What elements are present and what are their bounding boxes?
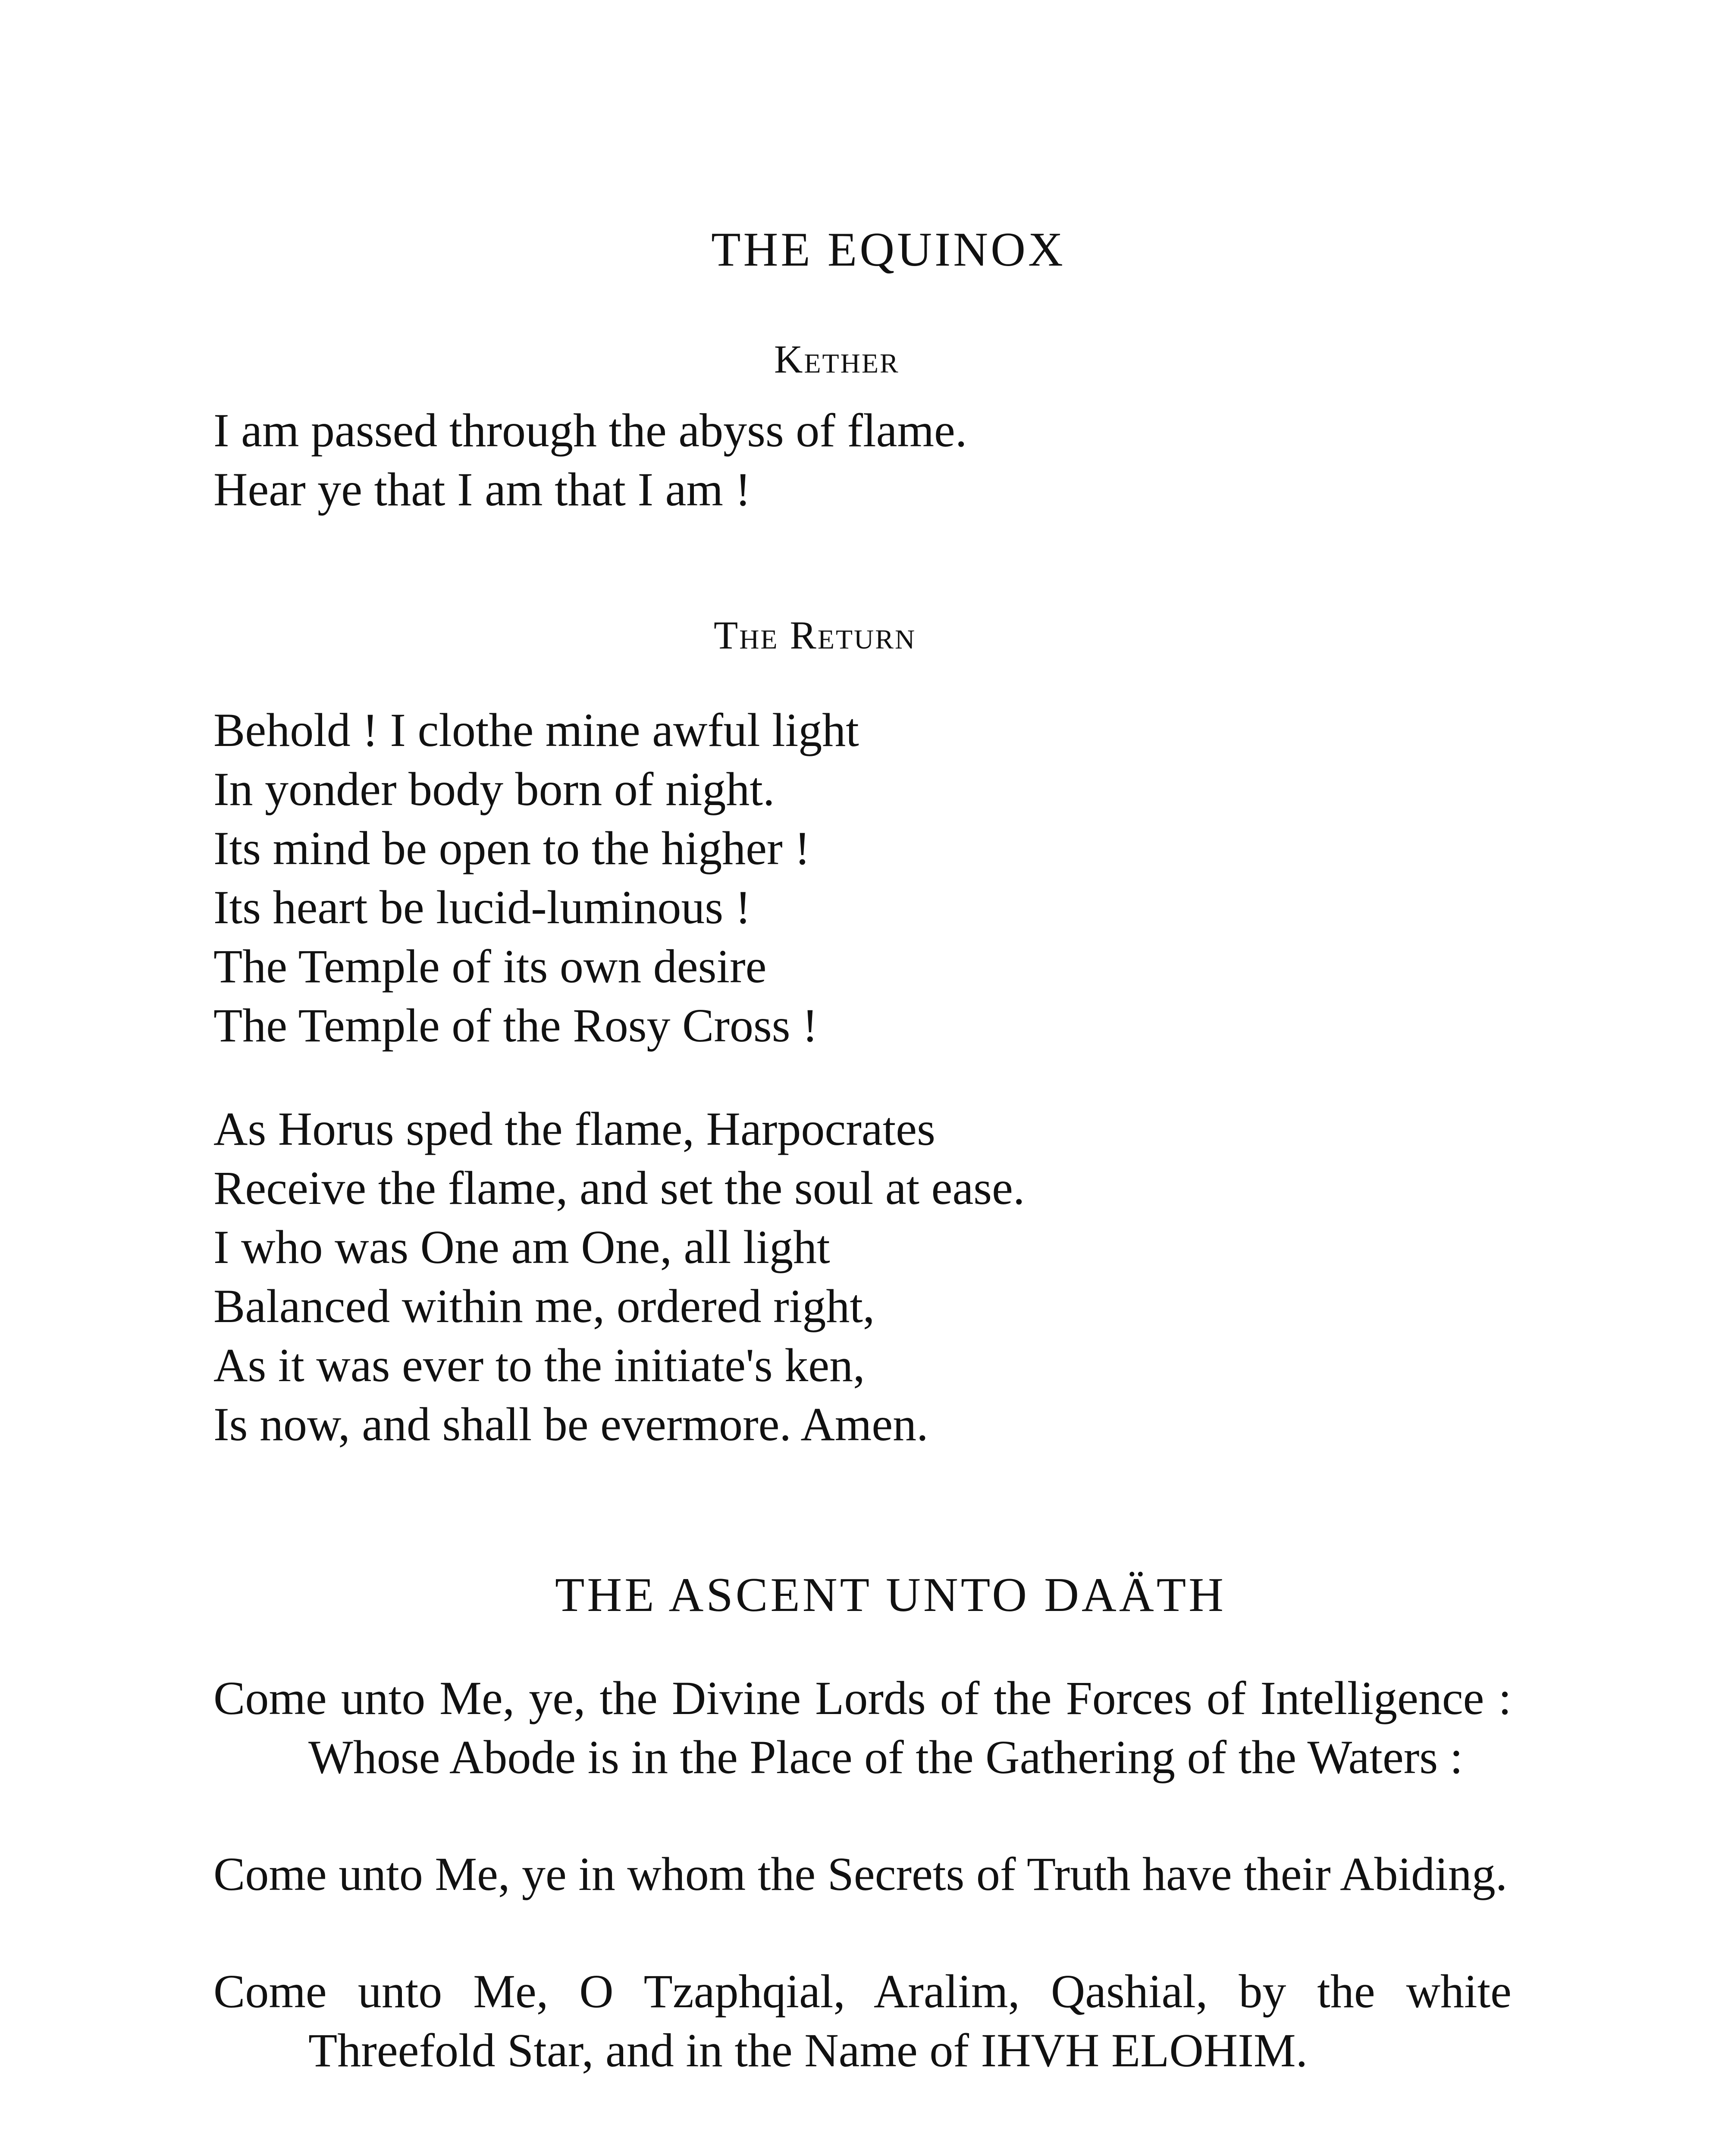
ascent-paragraph: Come unto Me, O Tzaphqial, Aralim, Qashial, by the white Threefold Star, and in the Name of IHVH ELOHIM. [213,1965,1512,2077]
poem-line: Receive the flame, and set the soul at ease. [213,1162,1025,1214]
kether-line: I am passed through the abyss of flame. [213,404,967,457]
ascent-paragraph: Come unto Me, ye in whom the Secrets of Truth have their Abiding. [213,1848,1508,1900]
poem-line: The Temple of the Rosy Cross ! [213,999,818,1052]
kether-heading: Kether [774,337,900,381]
return-heading: The Return [714,613,916,657]
ascent-paragraph: Come unto Me, ye, the Divine Lords of the Forces of Intelligence : Whose Abode is in the Place of the Gathering of the Waters : [213,1672,1512,1783]
poem-line: As it was ever to the initiate's ken, [213,1339,865,1391]
poem-line: I who was One am One, all light [213,1221,830,1273]
poem-line: Its heart be lucid-luminous ! [213,881,751,934]
poem-line: The Temple of its own desire [213,940,767,993]
kether-line: Hear ye that I am that I am ! [213,463,751,516]
poem-line: In yonder body born of night. [213,763,775,815]
poem-line: Balanced within me, ordered right, [213,1280,875,1332]
running-head: THE EQUINOX [711,223,1066,276]
poem-line: Its mind be open to the higher ! [213,822,810,874]
poem-line: As Horus sped the flame, Harpocrates [213,1103,935,1155]
ascent-heading: THE ASCENT UNTO DAÄTH [555,1568,1226,1622]
poem-line: Behold ! I clothe mine awful light [213,704,859,756]
poem-line: Is now, and shall be evermore. Amen. [213,1398,928,1451]
